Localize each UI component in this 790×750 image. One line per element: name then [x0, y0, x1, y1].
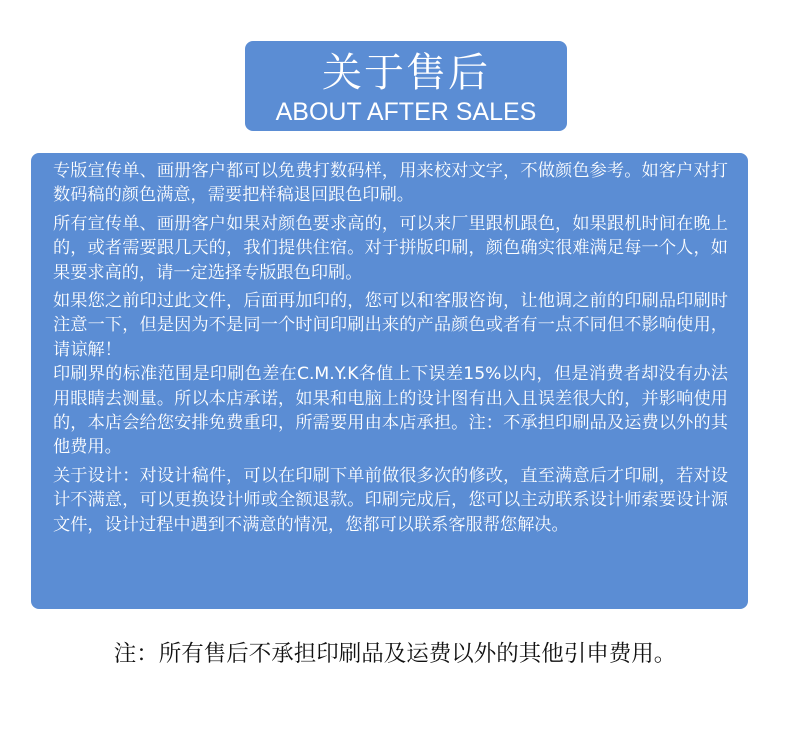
title-banner: [245, 41, 567, 131]
paragraph-proof-sample: 专版宣传单、画册客户都可以免费打数码样，用来校对文字，不做颜色参考。如客户对打数码稿的颜色满意，需要把样稿退回跟色印刷。: [53, 161, 728, 206]
page-title-chinese: 关于售后: [322, 50, 490, 96]
after-sales-content-panel: [31, 153, 748, 609]
paragraph-reprint: 如果您之前印过此文件，后面再加印的，您可以和客服咨询，让他调之前的印刷品印刷时注意一下，但是因为不是同一个时间印刷出来的产品颜色或者有一点不同但不影响使用，请谅解！: [53, 291, 728, 360]
page-title-english: ABOUT AFTER SALES: [275, 98, 537, 126]
paragraph-color-standard: 印刷界的标准范围是印刷色差在C.M.Y.K各值上下误差15%以内，但是消费者却没有办法用眼睛去测量。所以本店承诺，如果和电脑上的设计图有出入且误差很大的，并影响使用的，本店会给您安排免费重印，所需要用由本店承担。注：不承担印刷品及运费以外的其他费用。: [53, 364, 728, 458]
footer-note: 注：所有售后不承担印刷品及运费以外的其他引申费用。: [113, 641, 677, 667]
paragraph-color-matching: 所有宣传单、画册客户如果对颜色要求高的，可以来厂里跟机跟色，如果跟机时间在晚上的，或者需要跟几天的，我们提供住宿。对于拼版印刷，颜色确实很难满足每一个人，如果要求高的，请一定选择专版跟色印刷。: [53, 213, 728, 283]
paragraph-design-service: 关于设计：对设计稿件，可以在印刷下单前做很多次的修改，直至满意后才印刷，若对设计不满意，可以更换设计师或全额退款。印刷完成后，您可以主动联系设计师索要设计源文件，设计过程中遇到不满意的情况，您都可以联系客服帮您解决。: [53, 465, 728, 535]
